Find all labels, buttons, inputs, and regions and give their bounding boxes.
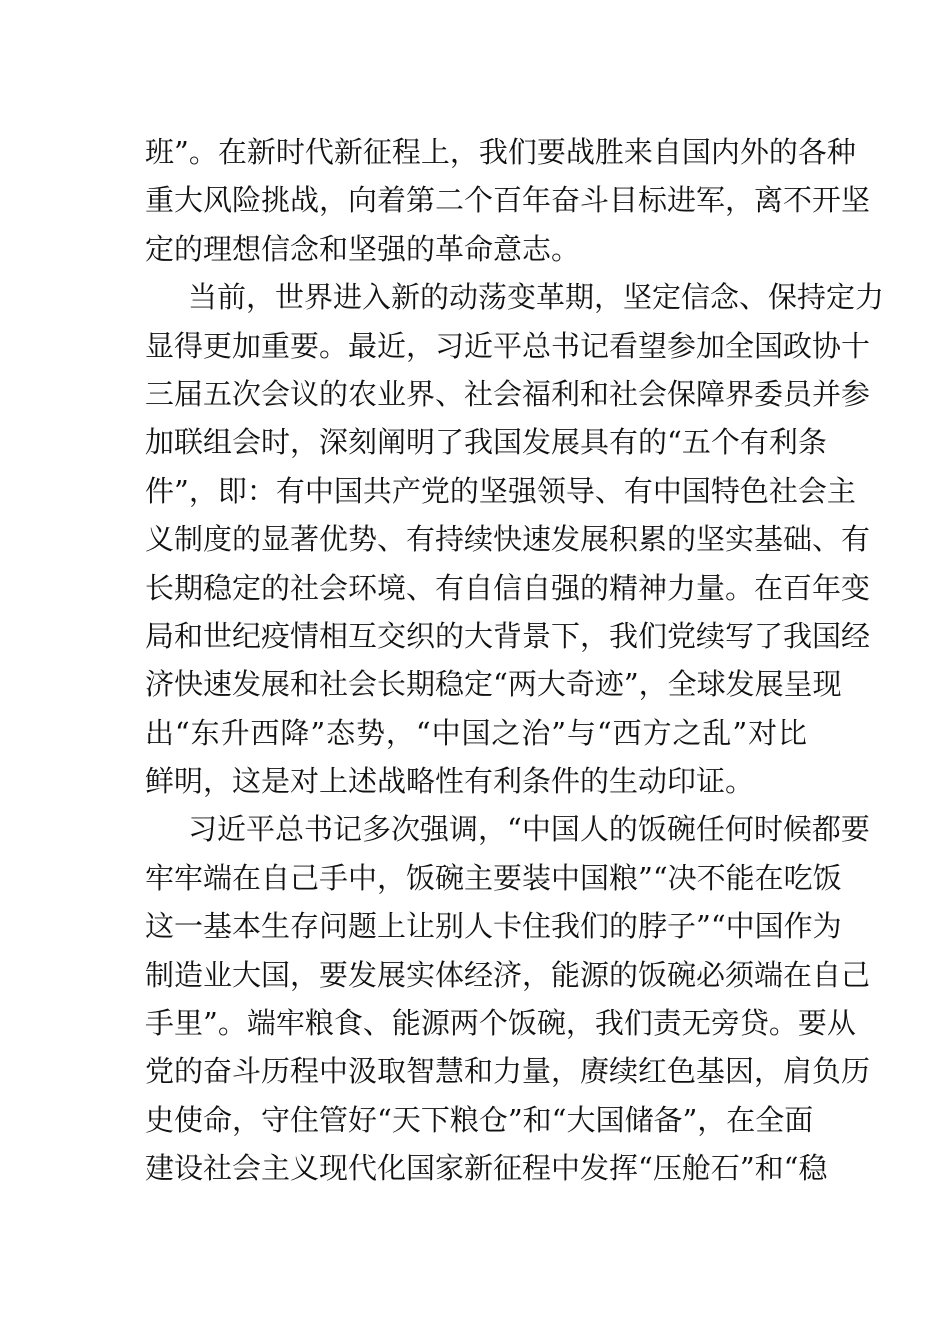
text-line: 这一基本生存问题上让别人卡住我们的脖子”“中国作为: [145, 909, 842, 944]
text-line: 显得更加重要。最近，习近平总书记看望参加全国政协十: [145, 328, 871, 363]
paragraph-3: [145, 805, 871, 1192]
text-line: 义制度的显著优势、有持续快速发展积累的坚实基础、有: [145, 522, 871, 557]
text-line: 件”，即：有中国共产党的坚强领导、有中国特色社会主: [145, 473, 856, 508]
text-line: 建设社会主义现代化国家新征程中发挥“压舱石”和“稳: [145, 1151, 828, 1186]
text-line: 党的奋斗历程中汲取智慧和力量，赓续红色基因，肩负历: [145, 1054, 871, 1089]
paragraph-1: [145, 128, 871, 273]
text-line: 牢牢端在自己手中，饭碗主要装中国粮”“决不能在吃饭: [145, 860, 842, 895]
text-line: 出“东升西降”态势，“中国之治”与“西方之乱”对比: [145, 715, 807, 750]
text-line: 长期稳定的社会环境、有自信自强的精神力量。在百年变: [145, 570, 871, 605]
text-line: 手里”。端牢粮食、能源两个饭碗，我们责无旁贷。要从: [145, 1006, 856, 1041]
text-line: 加联组会时，深刻阐明了我国发展具有的“五个有利条: [145, 425, 827, 460]
text-line: 制造业大国，要发展实体经济，能源的饭碗必须端在自己: [145, 957, 871, 992]
text-line: 鲜明，这是对上述战略性有利条件的生动印证。: [145, 764, 755, 799]
text-line: 当前，世界进入新的动荡变革期，坚定信念、保持定力: [188, 280, 885, 315]
text-line: 济快速发展和社会长期稳定“两大奇迹”，全球发展呈现: [145, 667, 842, 702]
text-line: 定的理想信念和坚强的革命意志。: [145, 231, 581, 266]
text-line: 习近平总书记多次强调，“中国人的饭碗任何时候都要: [188, 812, 870, 847]
text-line: 局和世纪疫情相互交织的大背景下，我们党续写了我国经: [145, 618, 871, 653]
text-line: 班”。在新时代新征程上，我们要战胜来自国内外的各种: [145, 135, 856, 169]
paragraph-2: [145, 273, 885, 805]
text-line: 史使命，守住管好“天下粮仓”和“大国储备”，在全面: [145, 1102, 814, 1137]
text-line: 重大风险挑战，向着第二个百年奋斗目标进军，离不开坚: [145, 183, 871, 218]
text-line: 三届五次会议的农业界、社会福利和社会保障界委员并参: [145, 376, 871, 411]
body-text: [145, 128, 885, 1193]
